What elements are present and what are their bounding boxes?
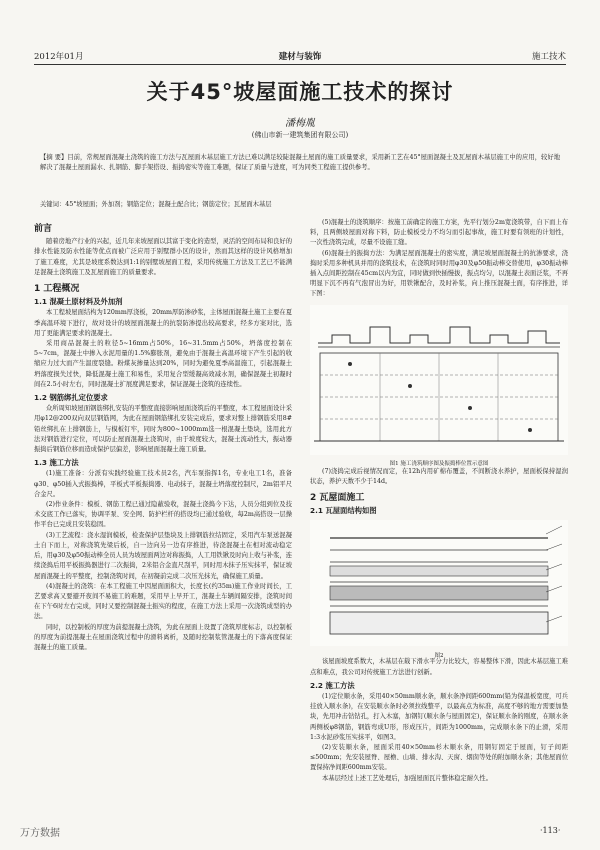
- paragraph: (1)施工准备：分派有实践经验施工技术员2名，汽车泵指挥1名，专业电工1名，准备φ30、φ50插入式振捣棒，平板式平板振捣器、电动抹子，混凝土坍落度控制尺，2m铝平尺合金尺。: [34, 470, 292, 498]
- section-1-2-heading: 1.2 钢筋绑扎定位要求: [34, 393, 108, 403]
- paragraph: 该屋面坡度系数大，木基层在载下滑水平分力比较大，容易整体下滑，因此木基层施工难点和难点，我公司对传统施工方法进行创新。: [310, 658, 568, 676]
- preface-heading: 前言: [34, 224, 53, 234]
- figure-1: [310, 305, 568, 465]
- header-rule: [34, 64, 566, 65]
- left-column: [34, 218, 292, 653]
- figure-2-caption: 图2: [434, 652, 444, 659]
- preface-paragraph: 随着房地产行业的兴起，近几年来坡屋面以其富于变化的造型，灵活的空间布局和良好的排水性能及防水性能等优点而被广泛应用于别墅群小区的设计，然而其这样的设计风格增加了施工难度，尤其是坡度系数达到1:1的别墅坡屋面工程，采用传统施工方法及工艺已不能满足混凝土浇筑施工及瓦屋面施工的质量要求。: [34, 238, 292, 276]
- figure-1-caption: 图1 施工浇筑顺序图及振捣棒位置示意图: [389, 460, 489, 467]
- issue-date: 2012年01月: [34, 52, 84, 62]
- author: 潘梅胤: [285, 118, 315, 129]
- paragraph: (3)工艺流程：浇水湿润模板，检查保护层垫块及上排钢筋拉结固定，采用汽车泵送混凝土自下而上，对称浇筑先梁后板，自一边向另一边有序推进，待浇混凝土在相对流动稳定后，用φ30及φ50振动棒全员人员为坡屋面两边对称振捣，人工用铁锹及时向上收与补浆，连续浇捣后用平板振捣器进行二次振捣，2米铝合金直尺刮平，同时用木抹子压实抹平，保证坡屋面混凝土的平整度，控制浇筑时间，在初凝前完成二次压光抹光，确保施工质量。: [34, 531, 292, 580]
- section-1-3-heading: 1.3 施工方法: [34, 458, 79, 468]
- abstract: 【摘 要】目前，常规屋面混凝土浇筑的施工方法与瓦屋面木基层施工方法已难以满足较陡混凝土屋面的施工质量要求，采用新工艺在45°屋面混凝土及瓦屋面木基层施工中的应用，较好地解决了混凝土屋面漏水、扎钢筋、脚手架搭设、振捣密实等施工难题，保证了质量与进度，可为同类工程施工提供参考。: [40, 154, 560, 171]
- figure-2-drawing: [310, 520, 568, 646]
- article-title: 关于45°坡屋面施工技术的探讨: [146, 80, 454, 104]
- paragraph: (7)浇捣完成后视情况而定，在12h内用矿棉布覆盖，不间断浇水养护，屋面板保持湿润状态，养护天数不少于14d。: [310, 467, 568, 485]
- paragraph: (1)定位顺水条，采用40×50mm顺水条，顺水条净间距600mm(铅为保温板宽度，可兵挂放入顺水条)，在安装顺水条时必须拉线整平，以最高点为标准，高度不够的地方需要加垫块，先用冲击钻钻孔，打入木塞，加钢钉(顺水条与屋面固定)，保证顺水条的刚度，在顺水条两侧板φ8钢筋，钢筋弯成U形，形成压片，间距为1000mm，完成顺水条下的止滑，采用1:3水泥砂浆压实抹平，如图3。: [310, 693, 568, 741]
- page-number: ·113·: [540, 826, 561, 835]
- paragraph: (2)安装顺水条，屋面采用40×50mm杉木顺水条，用钢钉固定于屋面，钉子间距≤500mm；先安装屋脊、屋檐、山墙、排水沟、天窗、烟囱等处的附加顺水条；其他屋面位置保持净间距600mm安装。: [310, 744, 568, 772]
- journal-name: 建材与装饰: [278, 52, 322, 62]
- right-column: [310, 218, 568, 784]
- paragraph: 众所周知坡屋面钢筋绑扎安装的平整度直接影响屋面浇筑后的平整度，本工程屋面设计采用φ12@200双向双层钢筋网，为此在屋面钢筋绑扎安装完成后，要求对整上排钢筋采用8#铅丝绑扎在上排钢筋上，与模板钉牢，同时为800~1000mm选一根混凝土垫块，选用此方法对钢筋进行定位，可以防止屋面混凝土浇筑时，由于坡度较大，混凝土流动性大，振动器振捣后钢筋位移而造成保护层偏差，影响屋面混凝土施工质量。: [34, 405, 292, 454]
- paragraph: 采用商品混凝土的粒径5~16mm占50%，16~31.5mm占50%，坍落度控制在5~7cm，混凝土中掺入水泥用量的1.5%膨胀剂，避免由于混凝土高温环境下产生引起的收缩应力过大而产生温度裂缝。粉煤灰掺量达到20%，同时为避免夏季高温施工，引起混凝土坍落度损失过快，降低混凝土施工和易性，采用复合型缓凝高效减水剂，确保混凝土初凝时间在2.5小时左右，同时混凝土扩展度满足要求，保证混凝土浇筑的连续性。: [34, 340, 292, 388]
- keywords: 关键词：45°坡屋面；外加剂；钢筋定位；混凝土配合比；钢筋定位；瓦屋面木基层: [40, 201, 272, 208]
- section-1-heading: 1 工程概况: [34, 284, 80, 295]
- section-2-heading: 2 瓦屋面施工: [310, 493, 365, 504]
- section-2-1-heading: 2.1 瓦屋面结构如图: [310, 506, 377, 516]
- paragraph: (2)作业条件：模板、钢筋工程已通过隐蔽验收，混凝土浇捣今下达，人员分组到位及技术交底工作已落实，协调平泵、安全网、防护栏杆的搭设均已通过验收，每2m高搭设一层操作平台已完成且安装稳固。: [34, 501, 292, 529]
- figure-2: [310, 520, 568, 659]
- paragraph: (6)混凝土的振捣方法：为满足屋面混凝土的密实度，满足坡屋面混凝土的抗渗要求，浇捣时采用多种机具并用的浇筑技术，在浇筑时同时用φ30及φ50振动棒交替使用，φ30振动棒插入点间距控制在45cm以内为宜，同时做到快插慢拔，振点均匀，以混凝土表面泛浆，不再明显下沉不再有气泡冒出为好，用铁锹配合，及时补浆，向上推压混凝土面，有序推进，详下图：: [310, 249, 568, 298]
- running-header: [34, 50, 566, 64]
- section-name: 施工技术: [531, 52, 566, 62]
- paragraph: 同时，以控制板的厚度为前提混凝土浇筑，为此在屋面上设置了浇筑厚度标志，以控制板的厚度为前提混凝土在屋面浇筑过程中的滑料离析，及随时控制浆管混凝土的下落高度保证混凝土的施工质量。: [34, 623, 292, 651]
- section-1-1-heading: 1.1 混凝土原材料及外加剂: [34, 297, 123, 307]
- watermark: 万方数据: [20, 828, 60, 839]
- paragraph: (4)混凝土的浇筑：在本工程施工中因屋面面积大，长度长(约35m)施工作业时间长，工艺要求高又要避开夜间不易施工的难题，采用早上早开工，混凝土车辆间隔安排，浇筑时间在下午6时左右完成，同时又要控制混凝土振实的程度，在施工方法上采用一次浇筑成型的办法。: [34, 582, 292, 621]
- affiliation: (佛山市新一建筑集团有限公司): [251, 131, 349, 139]
- section-2-2-heading: 2.2 施工方法: [310, 680, 355, 690]
- figure-1-drawing: [310, 305, 568, 455]
- paragraph: (5)混凝土的浇筑顺序：按施工前确定的施工方案，先平行划分2m宽浇筑带，自下而上布料，且两侧坡屋面对称下料，防止模板受力不均匀而引起事故，施工时要有领班的计划性，一次性浇筑完成，尽量不设施工缝。: [310, 219, 568, 247]
- paragraph: 本基层经过上述工艺处理后，加强屋面瓦片整体稳定耐久性。: [322, 774, 493, 782]
- paragraph: 本工程坡屋面结构为120mm厚浇板，20mm厚防渗砂浆，主体屋面混凝土施工主要在夏季高温环境下进行，故对设计的坡屋面混凝土的抗裂防渗提出较高要求，经多方案对比，选用了更能满足要求的混凝土。: [34, 309, 292, 337]
